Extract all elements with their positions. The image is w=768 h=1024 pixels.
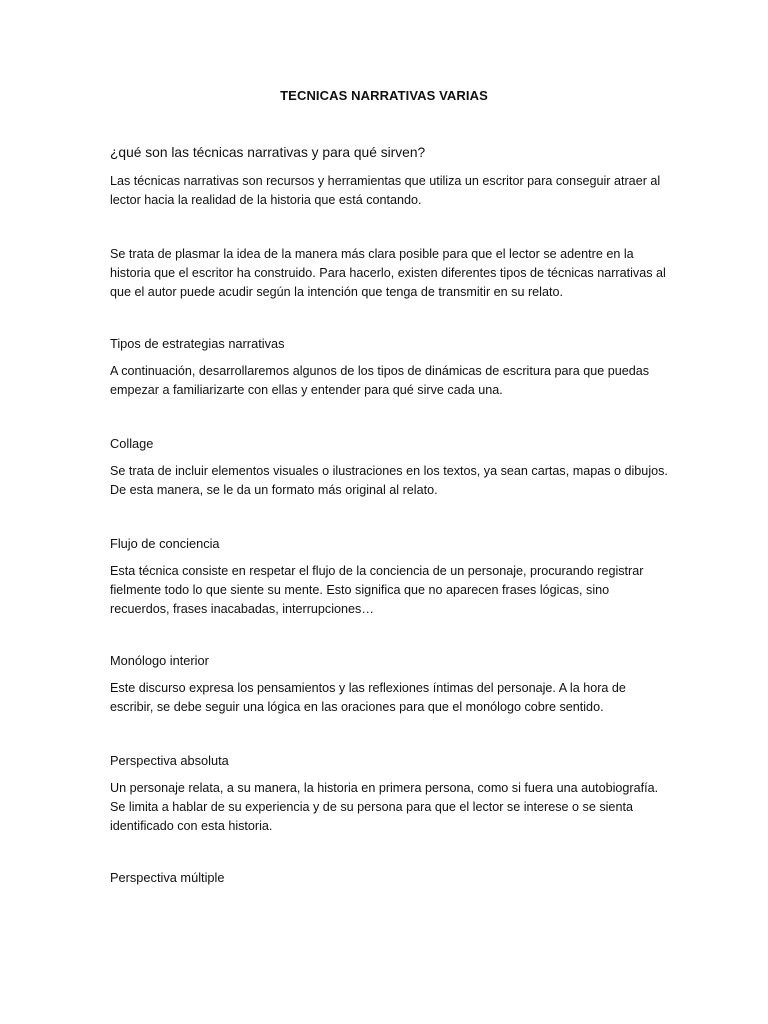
section-heading-multiple: Perspectiva múltiple — [110, 870, 225, 885]
document-title: TECNICAS NARRATIVAS VARIAS — [280, 88, 488, 103]
section-heading-flujo: Flujo de conciencia — [110, 536, 220, 551]
paragraph-monologo: Este discurso expresa los pensamientos y las reflexiones íntimas del personaje. A la hora de escribir, se debe seguir una lógica en las oraciones para que el monólogo cobre sentido. — [110, 681, 626, 714]
section-heading-absoluta: Perspectiva absoluta — [110, 753, 229, 768]
paragraph-flujo: Esta técnica consiste en respetar el flujo de la conciencia de un personaje, procurando registrar fielmente todo lo que siente su mente. Esto significa que no aparecen frases lógicas, sino recuerdos, frases inacabadas, interrupciones… — [110, 564, 644, 616]
section-heading-que-son: ¿qué son las técnicas narrativas y para qué sirven? — [110, 145, 426, 160]
section-heading-monologo: Monólogo interior — [110, 653, 209, 668]
paragraph-collage: Se trata de incluir elementos visuales o ilustraciones en los textos, ya sean cartas, mapas o dibujos. De esta manera, se le da un formato más original al relato. — [110, 464, 668, 497]
section-heading-tipos: Tipos de estrategias narrativas — [110, 336, 285, 351]
paragraph-definicion: Las técnicas narrativas son recursos y herramientas que utiliza un escritor para conseguir atraer al lector hacia la realidad de la historia que está contando. — [110, 174, 661, 207]
paragraph-plasmar-idea: Se trata de plasmar la idea de la manera más clara posible para que el lector se adentre en la historia que el escritor ha construido. Para hacerlo, existen diferentes tipos de técnicas narrativas al que el autor puede acudir según la intención que tenga de transmitir en su relato. — [110, 247, 666, 299]
paragraph-absoluta: Un personaje relata, a su manera, la historia en primera persona, como si fuera una autobiografía. Se limita a hablar de su experiencia y de su persona para que el lector se interese o se sienta identificado con esta historia. — [110, 781, 659, 833]
paragraph-tipos: A continuación, desarrollaremos algunos de los tipos de dinámicas de escritura para que puedas empezar a familiarizarte con ellas y entender para qué sirve cada una. — [110, 364, 650, 397]
section-heading-collage: Collage — [110, 436, 154, 451]
